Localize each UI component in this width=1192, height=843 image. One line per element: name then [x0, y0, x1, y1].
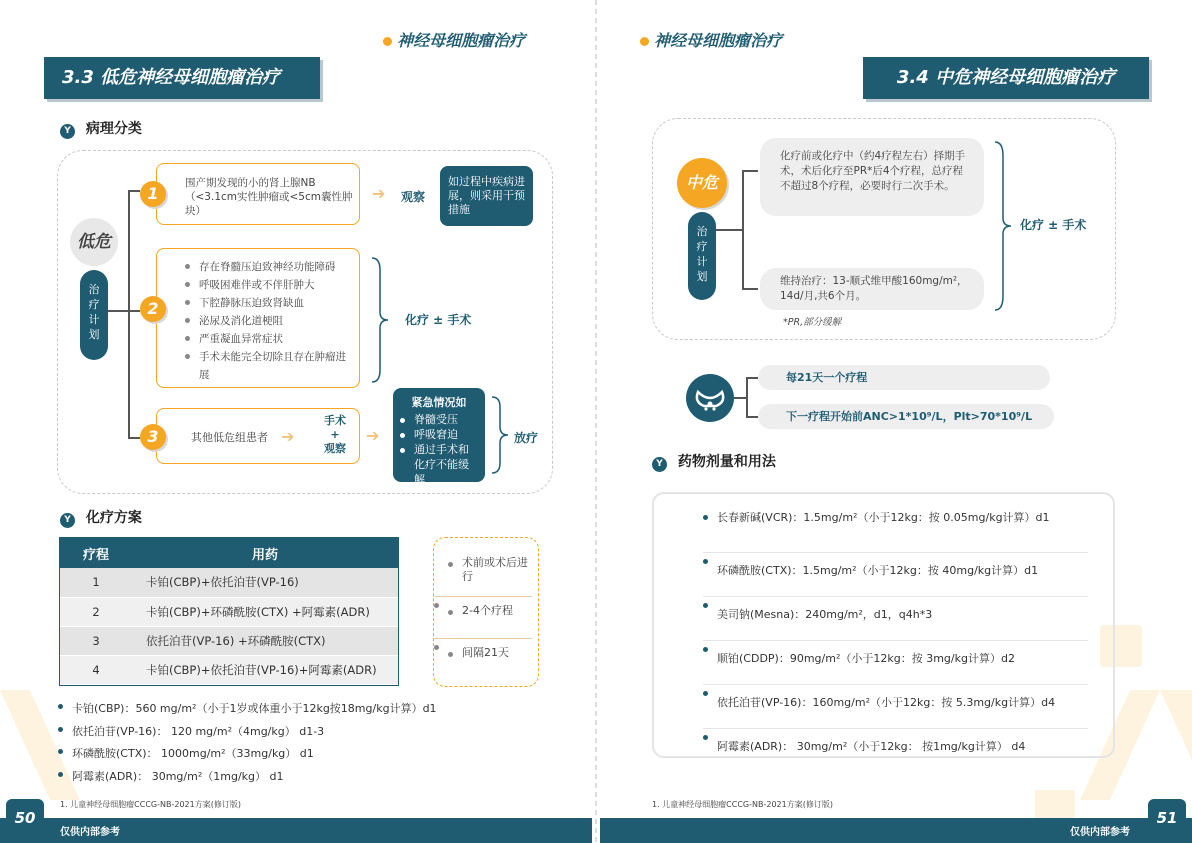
pathology-heading: Y 病理分类: [60, 118, 142, 139]
list-item: 严重凝血异常症状: [185, 330, 355, 348]
flow-connector: [746, 416, 758, 418]
table-row: 3 依托泊苷(VP-16) +环磷酰胺(CTX): [60, 626, 398, 655]
list-item: 术前或术后进行: [448, 556, 532, 596]
emergency-list: [400, 412, 478, 487]
list-item: 卡铂(CBP)：560 mg/m²（小于1岁或体重小于12kg按18mg/kg计算）d1: [58, 698, 528, 721]
table-header: 疗程: [60, 538, 132, 568]
list-item: 环磷酰胺(CTX)：1.5mg/m²（小于12kg：按 40mg/kg计算）d1: [703, 553, 1088, 597]
regimen-table: [59, 537, 399, 686]
pill-icon: [686, 374, 734, 422]
flow-connector: [128, 190, 140, 192]
y-bullet-icon: Y: [652, 457, 667, 472]
flow-connector: [128, 310, 140, 312]
cycle-note-1: 每21天一个疗程: [758, 365, 1050, 390]
left-dose-list: [58, 698, 528, 788]
pr-note: *PR,部分缓解: [783, 317, 842, 328]
left-page-number: 50: [6, 799, 44, 837]
table-row: 1 卡铂(CBP)+依托泊苷(VP-16): [60, 568, 398, 597]
flow-connector: [742, 170, 758, 172]
branch1-action: 观察: [401, 190, 426, 204]
y-bullet-icon: Y: [60, 513, 75, 528]
list-item: 2-4个疗程: [448, 604, 532, 638]
list-item: 呼吸窘迫: [400, 427, 478, 442]
list-item: 间隔21天: [448, 646, 532, 660]
left-running-header: [383, 28, 525, 51]
right-bottom-bar: [600, 818, 1192, 843]
left-bottom-bar: [0, 818, 592, 843]
treatment-plan-pill: 治 疗 计 划: [80, 270, 108, 360]
list-item: 顺铂(CDDP)：90mg/m²（小于12kg：按 3mg/kg计算）d2: [703, 641, 1088, 685]
list-item: 阿霉素(ADR)： 30mg/m²（1mg/kg） d1: [58, 766, 528, 789]
list-item: 通过手术和化疗不能缓解: [400, 442, 478, 487]
flow-connector: [716, 229, 742, 231]
left-section-title: 3.3 低危神经母细胞瘤治疗: [62, 67, 281, 88]
treatment-plan-pill: 治 疗 计 划: [688, 212, 716, 300]
brace-icon: [490, 395, 510, 475]
drug-heading: Y 药物剂量和用法: [652, 451, 776, 472]
emergency-action: 放疗: [514, 431, 539, 445]
list-item: 依托泊苷(VP-16)： 120 mg/m²（4mg/kg） d1-3: [58, 721, 528, 744]
left-section-banner: [44, 57, 320, 99]
bullet-dot-icon: [640, 37, 649, 46]
branch3-action: 手术 + 观察: [324, 414, 346, 455]
branch1-text: 围产期发现的小的肾上腺NB（<3.1cm实性肿瘤或<5cm囊性肿块）: [185, 177, 353, 217]
flow-connector: [746, 377, 758, 379]
arrow-right-icon: ➔: [281, 427, 295, 446]
branch3-text: 其他低危组患者: [191, 431, 268, 444]
divider: [434, 596, 532, 604]
arrow-right-icon: ➔: [366, 426, 380, 445]
list-item: 泌尿及消化道梗阻: [185, 312, 355, 330]
flow-connector: [742, 170, 744, 288]
mid-plan-text1: 化疗前或化疗中（约4疗程左右）择期手术，术后化疗至PR*后4个疗程，总疗程不超过8个疗程，必要时行二次手术。: [760, 138, 984, 216]
list-item: 长春新碱(VCR)：1.5mg/m²（小于12kg：按 0.05mg/kg计算）d1: [703, 509, 1088, 553]
right-page-number: 51: [1148, 799, 1186, 837]
low-risk-label: 低危: [70, 218, 118, 266]
bullet-dot-icon: [383, 37, 392, 46]
y-bullet-icon: Y: [60, 124, 75, 139]
branch3-number: 3: [140, 424, 166, 450]
list-item: 手术未能完全切除且存在肿瘤进展: [185, 348, 355, 384]
mid-plan-text2: 维持治疗：13-顺式维甲酸160mg/m²，14d/月,共6个月。: [760, 268, 984, 310]
table-row: 2 卡铂(CBP)+环磷酰胺(CTX) +阿霉素(ADR): [60, 597, 398, 626]
flow-connector: [128, 437, 140, 439]
divider: [434, 638, 532, 646]
flow-connector: [108, 310, 128, 312]
right-running-title: 神经母细胞瘤治疗: [654, 31, 783, 50]
branch2-card: [156, 248, 360, 388]
arrow-right-icon: ➔: [372, 184, 386, 203]
branch3-card: [156, 408, 360, 464]
branch1-card: [156, 163, 360, 225]
regimen-side-notes: [433, 537, 539, 687]
flow-connector: [128, 190, 130, 438]
flow-connector: [734, 397, 746, 399]
list-item: 脊髓受压: [400, 412, 478, 427]
branch2-number: 2: [140, 296, 166, 322]
right-dose-list: [703, 509, 1088, 773]
list-item: 环磷酰胺(CTX)： 1000mg/m²（33mg/kg） d1: [58, 743, 528, 766]
list-item: 阿霉素(ADR)： 30mg/m²（小于12kg： 按1mg/kg计算） d4: [703, 729, 1088, 773]
list-item: 依托泊苷(VP-16)：160mg/m²（小于12kg：按 5.3mg/kg计算）d4: [703, 685, 1088, 729]
right-section-banner: [863, 57, 1149, 99]
left-bottom-label: 仅供内部参考: [60, 827, 120, 838]
branch2-action: 化疗 ± 手术: [405, 313, 472, 327]
table-row: 4 卡铂(CBP)+依托泊苷(VP-16)+阿霉素(ADR): [60, 655, 398, 684]
left-footnote: 1. 儿童神经母细胞瘤CCCG-NB-2021方案(修订版): [60, 800, 241, 809]
right-section-title: 3.4 中危神经母细胞瘤治疗: [896, 67, 1116, 88]
list-item: 存在脊髓压迫致神经功能障碍: [185, 258, 355, 276]
list-item: 呼吸困难伴或不伴肝肿大: [185, 276, 355, 294]
brace-icon: [370, 256, 390, 384]
mid-risk-label: 中危: [677, 158, 727, 208]
flow-connector: [742, 288, 758, 290]
list-item: 下腔静脉压迫致肾缺血: [185, 294, 355, 312]
right-running-header: [640, 28, 782, 51]
branch1-number: 1: [140, 181, 166, 207]
flow-connector: [746, 377, 748, 417]
list-item: 美司钠(Mesna)：240mg/m²，d1，q4h*3: [703, 597, 1088, 641]
emergency-title: 紧急情况如: [411, 396, 467, 409]
brace-icon: [993, 140, 1013, 312]
cycle-note-2: 下一疗程开始前ANC>1*10⁹/L，Plt>70*10⁹/L: [758, 404, 1054, 429]
mid-plan-action: 化疗 ± 手术: [1020, 218, 1087, 232]
chemo-heading: Y 化疗方案: [60, 507, 142, 528]
branch1-note: 如过程中疾病进展，则采用干预措施: [440, 166, 533, 226]
left-running-title: 神经母细胞瘤治疗: [397, 31, 526, 50]
branch2-list: [185, 258, 355, 384]
table-header: 用药: [132, 538, 398, 568]
emergency-box: [393, 388, 485, 486]
right-bottom-label: 仅供内部参考: [1070, 827, 1130, 838]
right-footnote: 1. 儿童神经母细胞瘤CCCG-NB-2021方案(修订版): [652, 800, 833, 809]
